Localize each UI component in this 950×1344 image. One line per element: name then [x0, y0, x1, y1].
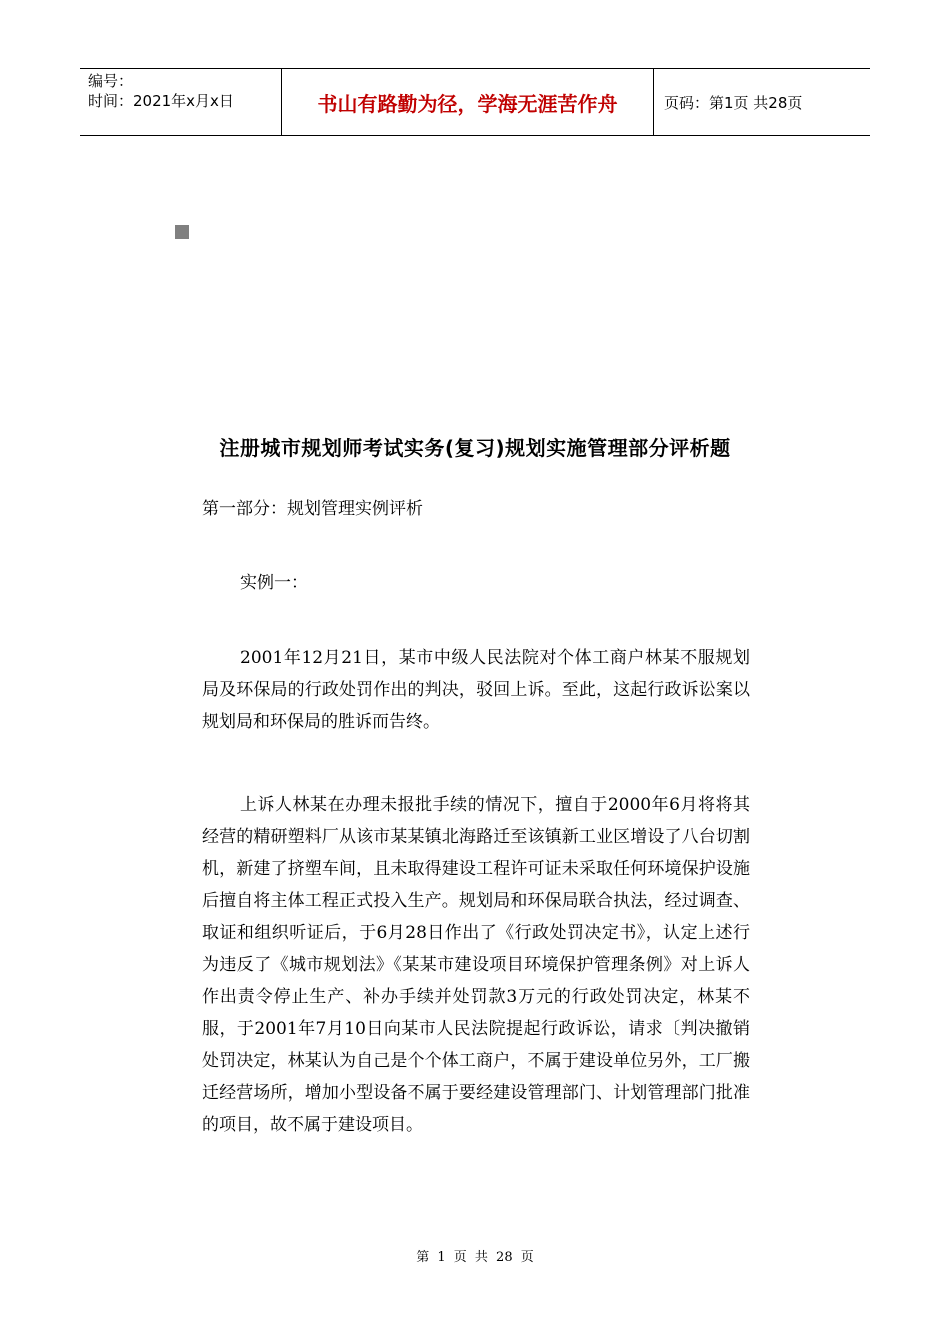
document-number-label: 编号： — [88, 72, 134, 90]
document-time-label: 时间：2021年x月x日 — [88, 92, 234, 110]
header-meta-cell — [80, 69, 282, 135]
document-title: 注册城市规划师考试实务(复习)规划实施管理部分评析题 — [219, 436, 731, 460]
page-footer: 第 1 页 共 28 页 — [416, 1250, 534, 1265]
example-heading: 实例一： — [240, 573, 308, 593]
section-heading: 第一部分：规划管理实例评析 — [202, 499, 423, 519]
square-bullet-icon — [175, 225, 189, 239]
body-paragraph: 2001年12月21日，某市中级人民法院对个体工商户林某不服规划局及环保局的行政处罚作出的判决，驳回上诉。至此，这起行政诉讼案以规划局和环保局的胜诉而告终。 — [202, 648, 750, 732]
header-motto: 书山有路勤为径，学海无涯苦作舟 — [282, 69, 654, 135]
document-header-table — [80, 68, 870, 136]
body-paragraph: 上诉人林某在办理未报批手续的情况下，擅自于2000年6月将将其经营的精研塑料厂从该市某某镇北海路迁至该镇新工业区增设了八台切割机，新建了挤塑车间，且未取得建设工程许可证未采取任何环境保护设施后擅自将主体工程正式投入生产。规划局和环保局联合执法，经过调查、取证和组织听证后，于6月28日作出了《行政处罚决定书》，认定上述行为违反了《城市规划法》《某某市建设项目环境保护管理条例》对上诉人作出责令停止生产、补办手续并处罚款3万元的行政处罚决定，林某不服，于2001年7月10日向某市人民法院提起行政诉讼，请求〔判决撤销处罚决定，林某认为自己是个个体工商户，不属于建设单位另外，工厂搬迁经营场所，增加小型设备不属于要经建设管理部门、计划管理部门批准的项目，故不属于建设项目。 — [202, 795, 750, 1135]
header-page-info: 页码：第1页 共28页 — [664, 93, 803, 112]
